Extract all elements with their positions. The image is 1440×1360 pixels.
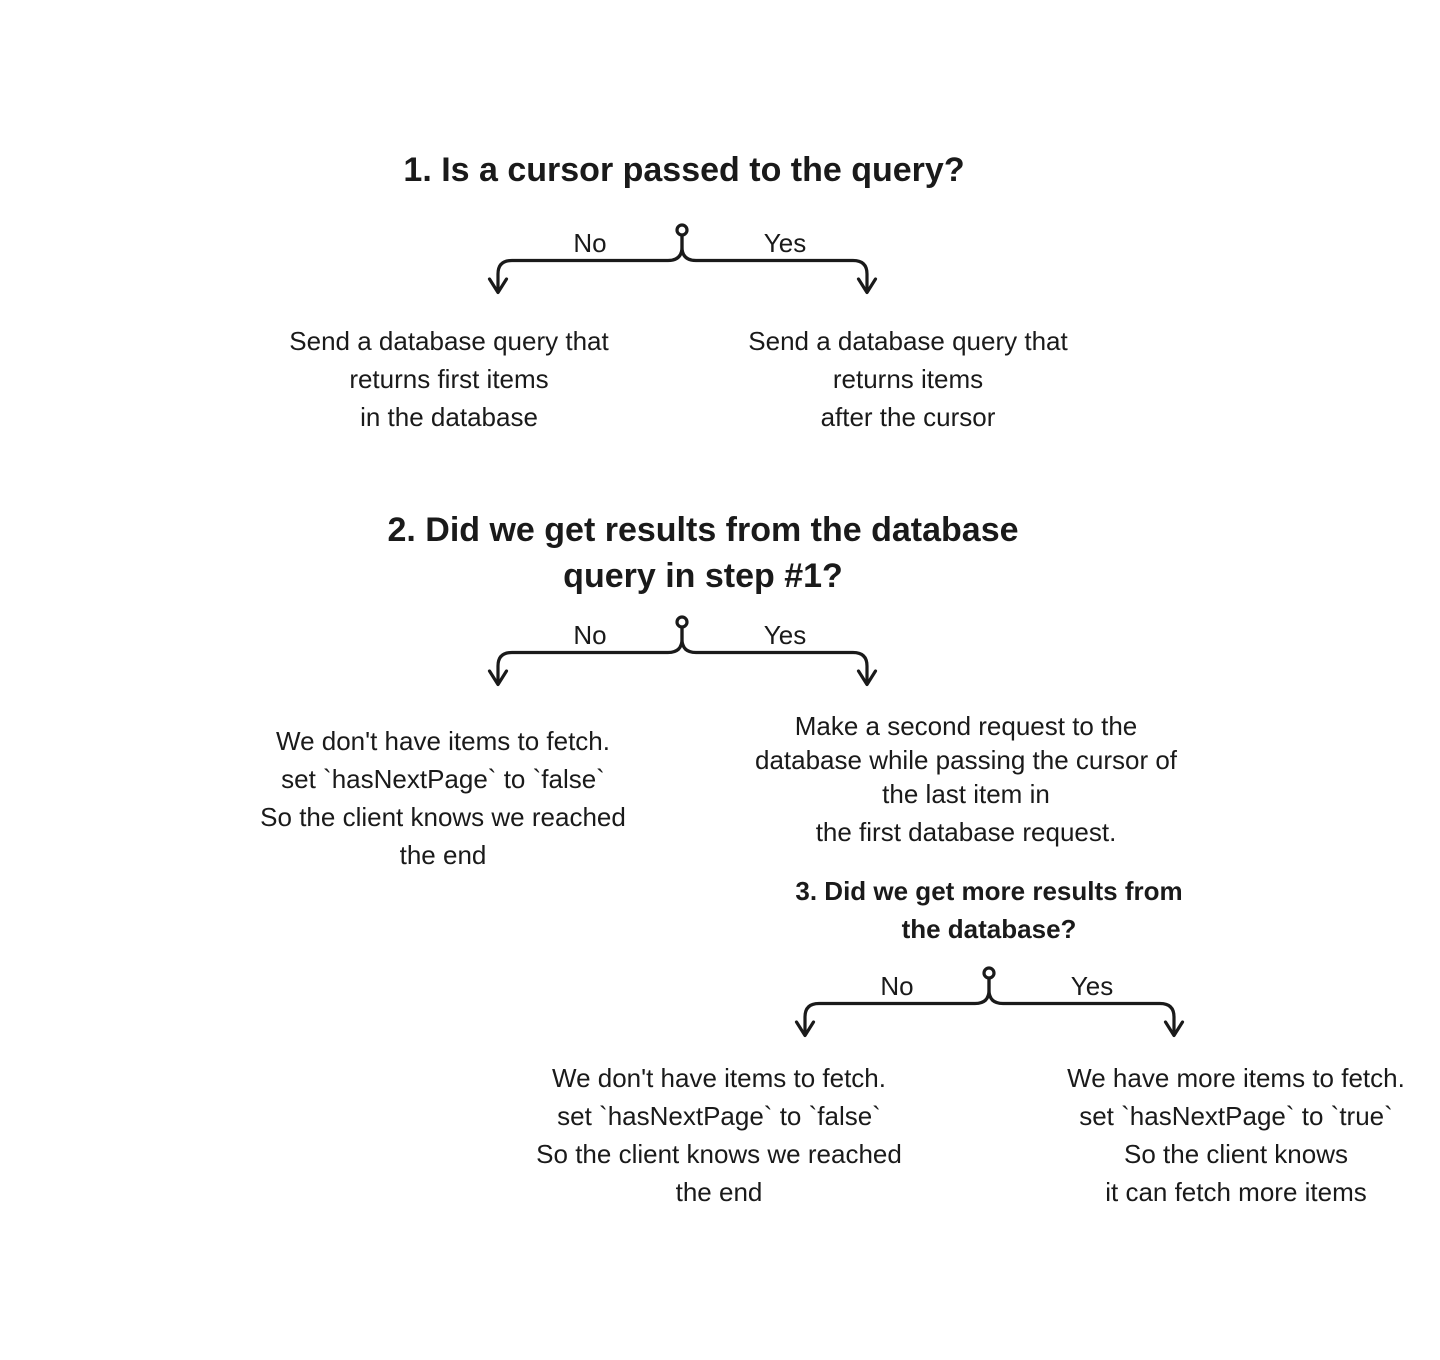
branch-origin-circle xyxy=(984,968,994,978)
result-line: So the client knows we reached xyxy=(536,1139,902,1169)
result-line: the end xyxy=(399,840,487,870)
result-line: set `hasNextPage` to `false` xyxy=(281,764,605,794)
step3-no-label: No xyxy=(880,971,914,1001)
result-line: the first database request. xyxy=(815,817,1117,847)
result-line: Make a second request to the xyxy=(794,711,1138,741)
step1-no-label: No xyxy=(573,228,607,258)
question-line: query in step #1? xyxy=(563,557,843,595)
result-line: set `hasNextPage` to `false` xyxy=(557,1101,881,1131)
result-line: after the cursor xyxy=(820,402,996,432)
result-line: set `hasNextPage` to `true` xyxy=(1079,1101,1393,1131)
step2-yes-label: Yes xyxy=(763,620,807,650)
result-line: the end xyxy=(675,1177,763,1207)
result-line: returns first items xyxy=(349,364,549,394)
step3-no-result xyxy=(499,1059,939,1211)
step1-yes-result xyxy=(688,322,1128,436)
step3-yes-result xyxy=(1016,1059,1440,1211)
step1-yes-label: Yes xyxy=(763,228,807,258)
step2-no-label: No xyxy=(573,620,607,650)
result-line: returns items xyxy=(832,364,984,394)
result-line: the last item in xyxy=(882,779,1050,809)
step2-branch xyxy=(480,610,885,695)
step1-question: 1. Is a cursor passed to the query? xyxy=(403,151,965,189)
question-line: 2. Did we get results from the database xyxy=(387,511,1019,549)
step1-branch xyxy=(480,218,885,303)
question-line: 3. Did we get more results from xyxy=(795,876,1183,906)
result-line: So the client knows we reached xyxy=(260,802,626,832)
result-line: it can fetch more items xyxy=(1105,1177,1367,1207)
result-line: So the client knows xyxy=(1123,1139,1348,1169)
step3-branch xyxy=(787,961,1192,1046)
step2-question xyxy=(303,507,1103,599)
step3-yes-label: Yes xyxy=(1070,971,1114,1001)
question-line: the database? xyxy=(901,914,1077,944)
result-line: in the database xyxy=(360,402,538,432)
result-line: We don't have items to fetch. xyxy=(276,726,610,756)
result-line: We don't have items to fetch. xyxy=(552,1063,886,1093)
result-line: Send a database query that xyxy=(748,326,1068,356)
step1-no-result xyxy=(229,322,669,436)
branch-origin-circle xyxy=(677,617,687,627)
result-line: We have more items to fetch. xyxy=(1067,1063,1405,1093)
branch-origin-circle xyxy=(677,225,687,235)
step3-question xyxy=(739,872,1239,948)
result-line: Send a database query that xyxy=(289,326,609,356)
step2-no-result xyxy=(223,722,663,874)
step2-yes-result xyxy=(726,709,1206,849)
result-line: database while passing the cursor of xyxy=(754,745,1178,775)
